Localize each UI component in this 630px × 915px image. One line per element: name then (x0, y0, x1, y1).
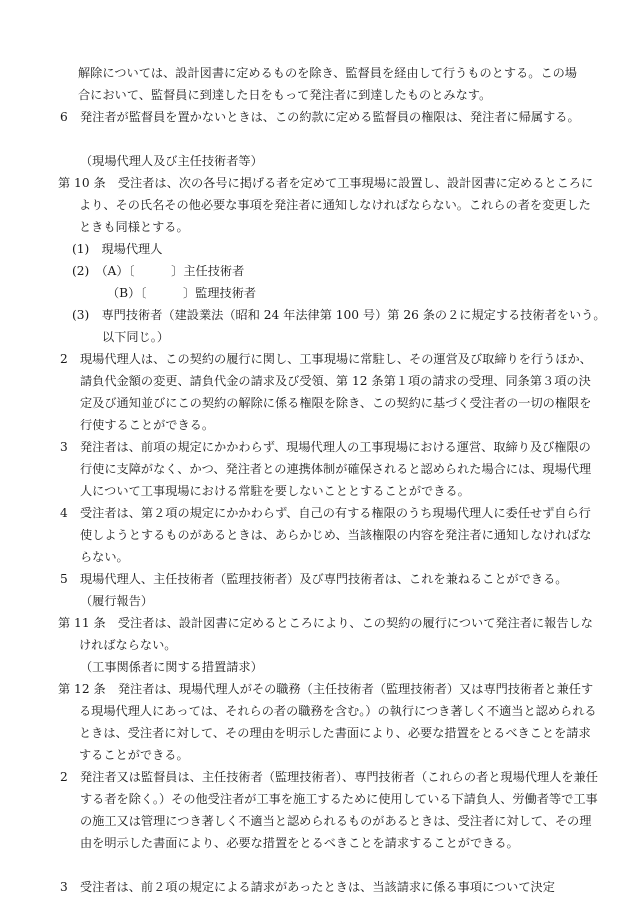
paragraph-10-2: 2 現場代理人は、この契約の履行に関し、工事現場に常駐し、その運営及び取締りを行うほか、請負代金額の変更、請負代金の請求及び受領、第 12 条第１項の請求の受理、同条第３項の決定及び通知並びにこの契約の解除に係る権限を除き、この契約に基づく受注者の一切の権限を行使することができる。 (60, 352, 592, 432)
article-10-body: 第 10 条 受注者は、次の各号に掲げる者を定めて工事現場に設置し、設計図書に定めるところにより、その氏名その他必要な事項を発注者に通知しなければならない。これらの者を変更したときも同様とする。 (58, 176, 594, 234)
paragraph-12-3: 3 受注者は、前２項の規定による請求があったときは、当該請求に係る事項について決定 (60, 880, 555, 894)
heading-article-11: （履行報告） (80, 594, 154, 608)
paragraph-10-5: 5 現場代理人、主任技術者（監理技術者）及び専門技術者は、これを兼ねることができる。 (60, 572, 568, 586)
item-1: (1) 現場代理人 (72, 242, 163, 256)
item-2b: （B）〔 〕監理技術者 (107, 286, 257, 300)
item-2a: (2) （A）〔 〕主任技術者 (72, 264, 245, 278)
paragraph-10-3: 3 発注者は、前項の規定にかかわらず、現場代理人の工事現場における運営、取締り及び権限の行使に支障がなく、かつ、発注者との連携体制が確保されると認められた場合には、現場代理人について工事現場における常駐を要しないこととすることができる。 (60, 440, 592, 498)
paragraph-continuation: 解除については、設計図書に定めるものを除き、監督員を経由して行うものとする。この場合において、監督員に到達した日をもって発注者に到達したものとみなす。 (78, 66, 577, 102)
paragraph-12-2: 2 発注者又は監督員は、主任技術者（監理技術者）、専門技術者（これらの者と現場代理人を兼任する者を除く。）その他受注者が工事を施工するために使用している下請負人、労働者等で工事の施工又は管理につき著しく不適当と認められるものがあるときは、受注者に対して、その理由を明示した書面により、必要な措置をとるべきことを請求することができる。 (60, 770, 598, 850)
article-12-body: 第 12 条 発注者は、現場代理人がその職務（主任技術者（監理技術者）又は専門技術者と兼任する現場代理人にあっては、それらの者の職務を含む。）の執行につき著しく不適当と認められるときは、受注者に対して、その理由を明示した書面により、必要な措置をとるべきことを請求することができる。 (58, 682, 597, 762)
paragraph-9-6: 6 発注者が監督員を置かないときは、この約款に定める監督員の権限は、発注者に帰属する。 (60, 110, 580, 124)
heading-article-12: （工事関係者に関する措置請求） (80, 660, 263, 674)
item-3: (3) 専門技術者（建設業法（昭和 24 年法律第 100 号）第 26 条の２に規定する技術者をいう。以下同じ。） (72, 308, 606, 344)
article-11-body: 第 11 条 受注者は、設計図書に定めるところにより、この契約の履行について発注者に報告しなければならない。 (58, 616, 593, 652)
paragraph-10-4: 4 受注者は、第２項の規定にかかわらず、自己の有する権限のうち現場代理人に委任せず自ら行使しようとするものがあるときは、あらかじめ、当該権限の内容を発注者に通知しなければならない。 (60, 506, 592, 564)
heading-article-10: （現場代理人及び主任技術者等） (80, 154, 263, 168)
